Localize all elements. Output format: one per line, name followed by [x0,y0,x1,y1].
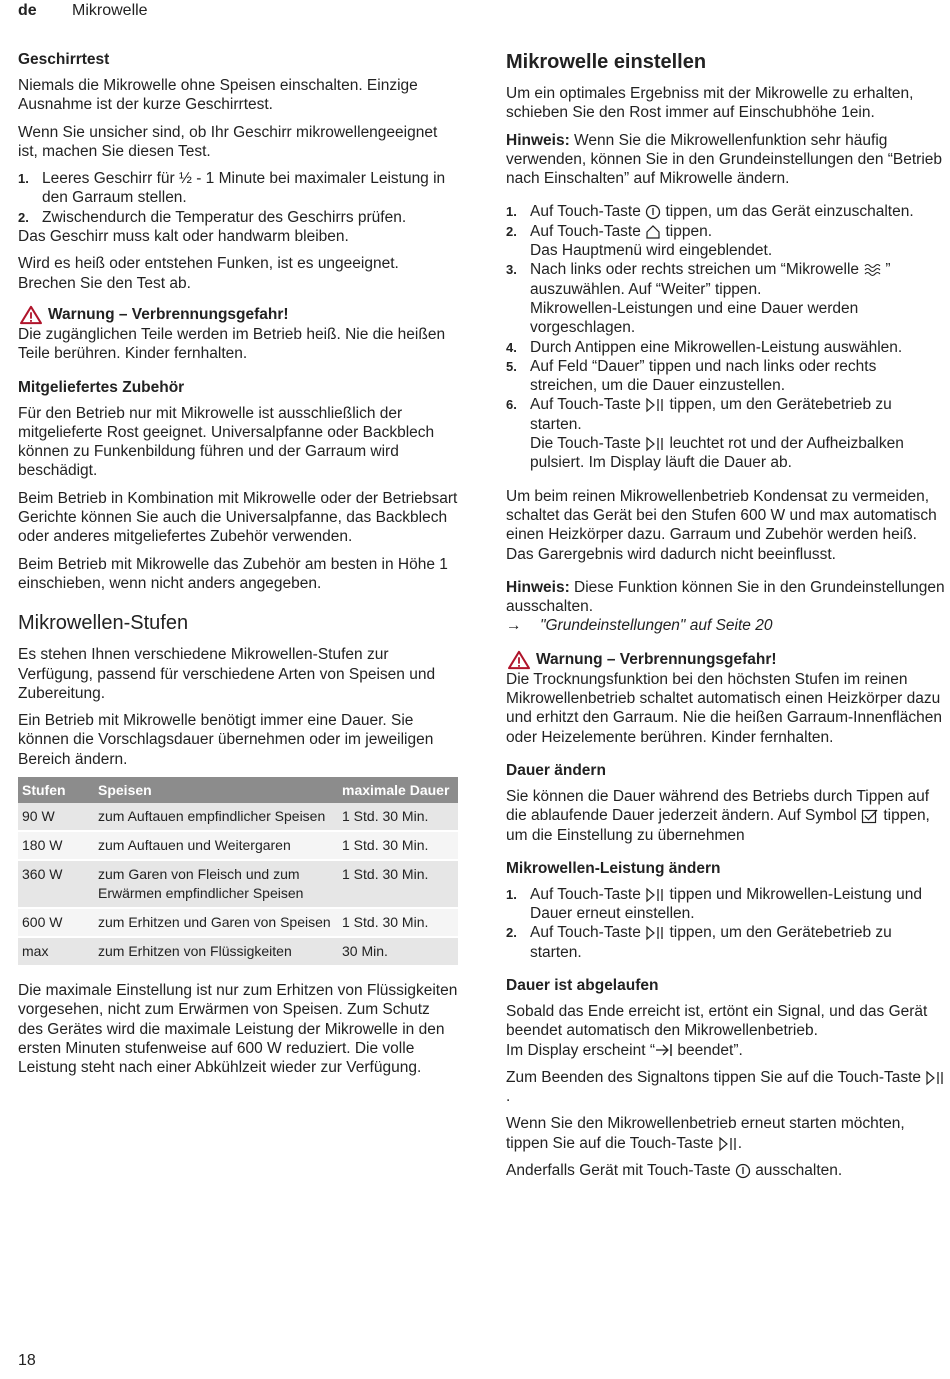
list-item: 2. Auf Touch-Taste tippen. Das Hauptmenü wird eingeblendet. [506,222,773,260]
warning-heading: Warnung – Verbrennungsgefahr! [18,305,458,325]
page-header [18,0,148,22]
zubehoer-heading: Mitgeliefertes Zubehör [18,378,185,396]
geschirrtest-p4: Wird es heiß oder entstehen Funken, ist es ungeeignet. Brechen Sie den Test ab. [18,255,399,292]
einstellen-p1: Um ein optimales Ergebniss mit der Mikrowelle zu erhalten, schieben Sie den Rost immer auf Einschubhöhe 1ein. [506,85,914,122]
power-icon [645,204,661,220]
list-item: 1. Auf Touch-Taste tippen, um das Gerät einzuschalten. [506,203,914,221]
leistung-aendern-heading: Mikrowellen-Leistung ändern [506,859,721,877]
leistung-aendern-steps [506,885,946,962]
list-item: 3. Nach links oder rechts streichen um “Mikrowelle ” auszuwählen. Auf “Weiter” tippen. Mikrowellen-Leistungen und eine Dauer werden vorgeschlagen. [506,261,891,337]
zubehoer-p3: Beim Betrieb mit Mikrowelle das Zubehör am besten in Höhe 1 einschieben, wenn nicht anders angegeben. [18,555,448,592]
microwave-icon [863,262,885,278]
right-column [506,50,946,1188]
stufen-p3: Die maximale Einstellung ist nur zum Erhitzen von Flüssigkeiten vorgesehen, nicht zum Erwärmen von Speisen. Zum Schutz des Gerätes wird die maximale Leistung der Mikrowelle in den ersten Minuten stufenweise auf 600 W reduziert. Die volle Leistung steht nach einer Abkühlzeit wieder zur Verfügung. [18,982,458,1077]
table-row: 360 W zum Garen von Fleisch und zum Erwärmen empfindlicher Speisen 1 Std. 30 Min. [18,860,458,908]
left-column [18,50,458,1086]
table-row: 180 W zum Auftauen und Weitergaren 1 Std. 30 Min. [18,831,458,860]
arrow-icon: → [506,617,522,635]
table-row: 600 W zum Erhitzen und Garen von Speisen 1 Std. 30 Min. [18,908,458,937]
list-item: 6. Auf Touch-Taste tippen, um den Gerätebetrieb zu starten. Die Touch-Taste leuchtet rot und der Aufheizbalken pulsiert. Im Display läuft die Dauer ab. [506,396,904,472]
dauer-aendern-p1: Sie können die Dauer während des Betriebs durch Tippen auf die ablaufende Dauer jederzeit ändern. Auf Symbol tippen, um die Einstellung zu übernehmen [506,787,930,844]
start-pause-icon [645,887,665,903]
dauer-aendern-heading: Dauer ändern [506,761,606,779]
abgelaufen-p3: Wenn Sie den Mikrowellenbetrieb erneut starten möchten, tippen Sie auf die Touch-Taste . [506,1115,905,1152]
abgelaufen-p4: Anderfalls Gerät mit Touch-Taste ausschalten. [506,1162,843,1180]
hint2-paragraph: Hinweis: Diese Funktion können Sie in den Grundeinstellungen ausschalten. [506,578,945,616]
page-number: 18 [18,1352,36,1369]
table-header-row [18,777,458,803]
cross-reference[interactable] [506,616,946,635]
hint-paragraph: Hinweis: Wenn Sie die Mikrowellenfunktion sehr häufig verwenden, können Sie in den Grundeinstellungen den “Betrieb nach Einschalten” auf Mikrowelle ändern. [506,131,943,188]
language-code: de [18,2,37,19]
zubehoer-p1: Für den Betrieb nur mit Mikrowelle ist ausschließlich der mitgelieferte Rost geeignet. Universalpfanne oder Backblech können zu Funkenbildung führen und der Garraum wird beschädigt. [18,404,435,480]
geschirrtest-p1: Niemals die Mikrowelle ohne Speisen einschalten. Einzige Ausnahme ist der kurze Geschirrtest. [18,77,418,114]
list-item: 5. Auf Feld “Dauer” tippen und nach links oder rechts streichen, um die Dauer einzustellen. [506,357,877,395]
stufen-table [18,777,458,967]
start-pause-icon [718,1136,738,1152]
abgelaufen-p2: Zum Beenden des Signaltons tippen Sie auf die Touch-Taste . [506,1068,946,1107]
cross-reference-link[interactable]: "Grundeinstellungen" auf Seite 20 [540,617,773,635]
einstellen-p2: Um beim reinen Mikrowellenbetrieb Kondensat zu vermeiden, schaltet das Gerät bei den Stufen 600 W und max automatisch einen Heizkörper dazu. Garraum und Zubehör werden heiß. Das Garergebnis wird dadurch nicht beeinflusst. [506,487,937,563]
list-item: 4. Durch Antippen eine Mikrowellen-Leistung auswählen. [506,338,903,356]
section-title: Mikrowelle [72,2,148,19]
table-header-cell: Stufen [18,777,94,803]
warning-triangle-icon [18,305,44,325]
home-icon [645,224,661,240]
end-arrow-icon [655,1043,673,1057]
list-item: 1. Auf Touch-Taste tippen und Mikrowellen-Leistung und Dauer erneut einstellen. [506,885,922,923]
geschirrtest-p2: Wenn Sie unsicher sind, ob Ihr Geschirr mikrowellengeeignet ist, machen Sie diesen Test. [18,123,438,160]
table-header-cell: Speisen [94,777,338,803]
geschirrtest-p3: Das Geschirr muss kalt oder handwarm bleiben. [18,228,349,246]
geschirrtest-steps [18,169,458,227]
geschirrtest-heading: Geschirrtest [18,51,110,68]
power-icon [735,1163,751,1179]
start-pause-icon [925,1070,945,1086]
list-item: 2. Auf Touch-Taste tippen, um den Gerätebetrieb zu starten. [506,924,892,961]
abgelaufen-heading: Dauer ist abgelaufen [506,976,659,994]
table-row: 90 W zum Auftauen empfindlicher Speisen 1 Std. 30 Min. [18,803,458,831]
list-item: 1. Leeres Geschirr für ½ - 1 Minute bei maximaler Leistung in den Garraum stellen. [18,170,446,207]
table-header-cell: maximale Dauer [338,777,458,803]
abgelaufen-p1: Sobald das Ende erreicht ist, ertönt ein Signal, und das Gerät beendet automatisch den Mikrowellenbetrieb. Im Display erscheint “ beendet”. [506,1002,928,1059]
list-item: 2. Zwischendurch die Temperatur des Geschirrs prüfen. [18,208,407,226]
start-pause-icon [645,397,665,413]
warning-text: Die zugänglichen Teile werden im Betrieb heiß. Nie die heißen Teile berühren. Kinder fernhalten. [18,325,446,363]
stufen-heading: Mikrowellen-Stufen [18,612,189,635]
warning-heading: Warnung – Verbrennungsgefahr! [506,650,946,670]
einstellen-steps [506,202,946,472]
stufen-p1: Es stehen Ihnen verschiedene Mikrowellen-Stufen zur Verfügung, passend für verschiedene Arten von Speisen und Zubereitung. [18,646,436,702]
zubehoer-p2: Beim Betrieb in Kombination mit Mikrowelle oder der Betriebsart Gerichte können Sie auch die Universalpfanne, das Backblech oder anderes mitgeliefertes Zubehör verwenden. [18,489,458,546]
warning-triangle-icon [506,650,532,670]
warning-text: Die Trocknungsfunktion bei den höchsten Stufen im reinen Mikrowellenbetrieb schaltet automatisch einen Heizkörper dazu und erhitzt den Garraum. Nie die heißen Garraum-Innenflächen oder Heizelemente berühren. Kinder fernhalten. [506,670,942,746]
start-pause-icon [645,925,665,941]
einstellen-heading: Mikrowelle einstellen [506,51,707,73]
stufen-p2: Ein Betrieb mit Mikrowelle benötigt immer eine Dauer. Sie können die Vorschlagsdauer übernehmen oder im jeweiligen Bereich ändern. [18,712,434,768]
table-row: max zum Erhitzen von Flüssigkeiten 30 Min. [18,937,458,966]
checkbox-icon [861,808,879,824]
start-pause-icon [645,436,665,452]
